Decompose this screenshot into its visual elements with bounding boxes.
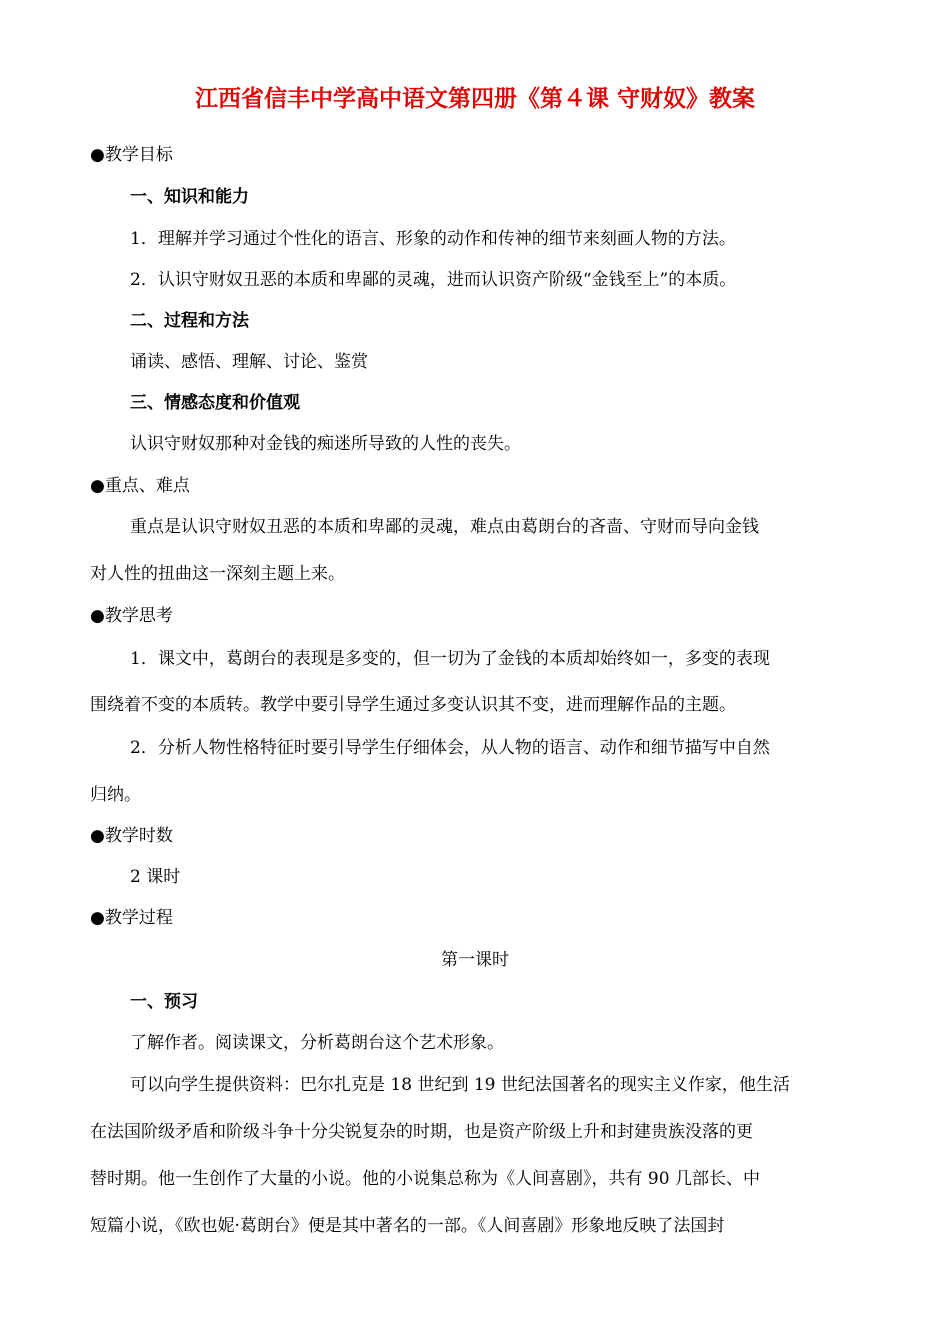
- subheading-knowledge: 一、知识和能力: [130, 187, 249, 207]
- paragraph-line: 重点是认识守财奴丑恶的本质和卑鄙的灵魂，难点由葛朗台的吝啬、守财而导向金钱: [130, 517, 759, 537]
- paragraph-line: 替时期。他一生创作了大量的小说。他的小说集总称为《人间喜剧》，共有 90 几部长、中: [90, 1169, 760, 1189]
- subheading-preview: 一、预习: [130, 992, 198, 1012]
- section-heading-keypoints: ●重点、难点: [90, 476, 190, 496]
- paragraph-line: 1．理解并学习通过个性化的语言、形象的动作和传神的细节来刻画人物的方法。: [130, 229, 736, 249]
- paragraph-line: 短篇小说，《欧也妮·葛朗台》便是其中著名的一部。《人间喜剧》形象地反映了法国封: [90, 1216, 725, 1236]
- paragraph-line: 1．课文中，葛朗台的表现是多变的，但一切为了金钱的本质却始终如一，多变的表现: [130, 649, 770, 669]
- paragraph-line: 2．分析人物性格特征时要引导学生仔细体会，从人物的语言、动作和细节描写中自然: [130, 738, 770, 758]
- paragraph-line: 对人性的扭曲这一深刻主题上来。: [90, 564, 345, 584]
- subheading-values: 三、情感态度和价值观: [130, 393, 300, 413]
- paragraph-line: 2 课时: [130, 867, 181, 887]
- section-heading-hours: ●教学时数: [90, 826, 173, 846]
- paragraph-line: 围绕着不变的本质转。教学中要引导学生通过多变认识其不变，进而理解作品的主题。: [90, 695, 736, 715]
- section-heading-thinking: ●教学思考: [90, 606, 173, 626]
- paragraph-line: 在法国阶级矛盾和阶级斗争十分尖锐复杂的时期，也是资产阶级上升和封建贵族没落的更: [90, 1122, 753, 1142]
- paragraph-line: 认识守财奴那种对金钱的痴迷所导致的人性的丧失。: [130, 434, 521, 454]
- paragraph-line: 可以向学生提供资料：巴尔扎克是 18 世纪到 19 世纪法国著名的现实主义作家，他生活: [130, 1075, 790, 1095]
- paragraph-line: 归纳。: [90, 785, 141, 805]
- paragraph-line: 2．认识守财奴丑恶的本质和卑鄙的灵魂，进而认识资产阶级“金钱至上”的本质。: [130, 270, 737, 290]
- document-title: 江西省信丰中学高中语文第四册《第４课 守财奴》教案: [194, 85, 755, 112]
- paragraph-line: 了解作者。阅读课文，分析葛朗台这个艺术形象。: [130, 1033, 504, 1053]
- section-heading-objectives: ●教学目标: [90, 145, 173, 165]
- subheading-process: 二、过程和方法: [130, 311, 249, 331]
- lesson-heading: 第一课时: [441, 950, 509, 970]
- paragraph-line: 诵读、感悟、理解、讨论、鉴赏: [130, 352, 368, 372]
- section-heading-procedure: ●教学过程: [90, 908, 173, 928]
